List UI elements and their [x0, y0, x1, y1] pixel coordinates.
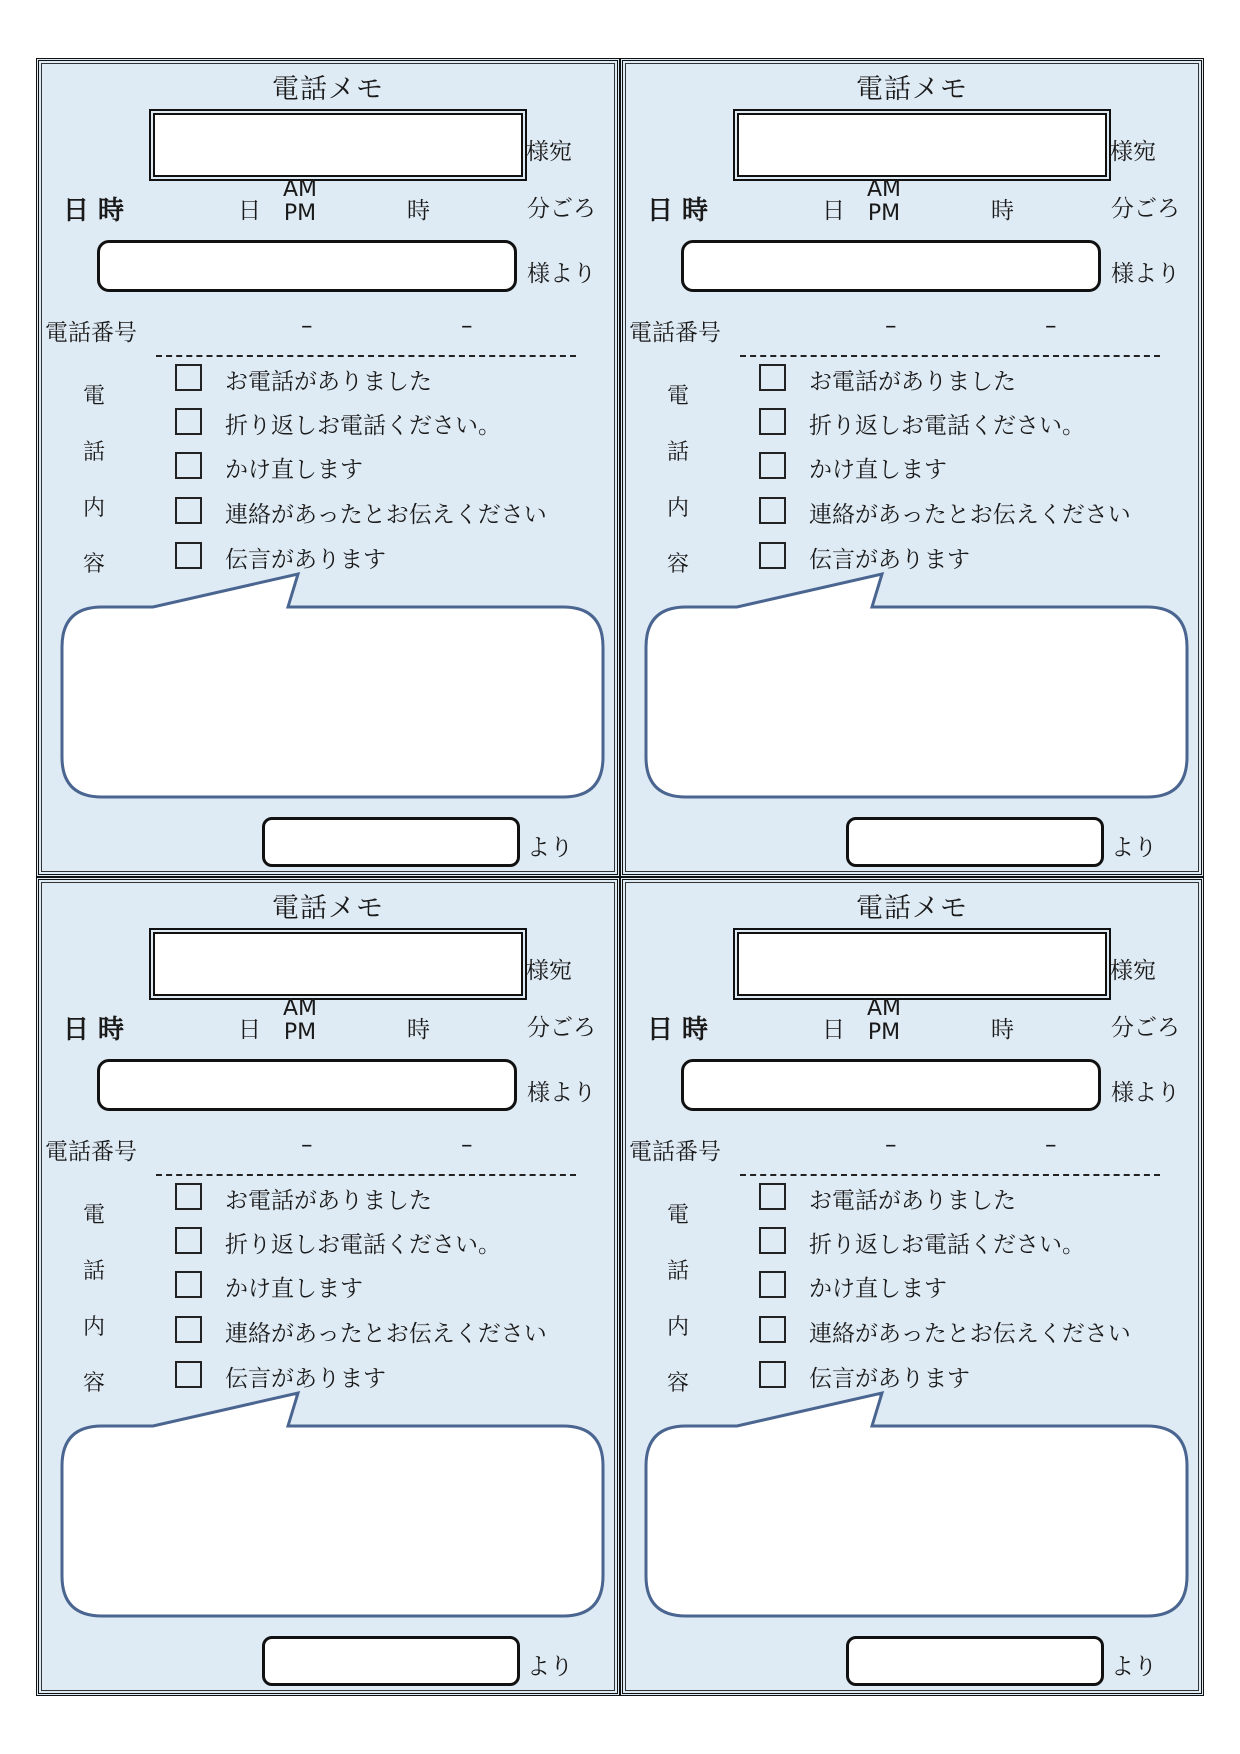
minute-suffix-label: 分ごろ: [527, 196, 596, 222]
content-label-char: 内: [667, 496, 690, 521]
content-label-char: 話: [83, 440, 106, 465]
option-please-tell-label: 連絡があったとお伝えください: [225, 502, 547, 528]
caller-suffix-label: 様より: [1111, 1080, 1180, 1106]
message-speech-bubble[interactable]: [623, 61, 1207, 880]
content-label-char: 電: [667, 384, 690, 409]
minute-suffix-label: 分ごろ: [1111, 196, 1180, 222]
option-please-tell-label: 連絡があったとお伝えください: [809, 502, 1131, 528]
recipient-suffix-label: 様宛: [526, 958, 572, 984]
content-label-char: 内: [83, 1315, 106, 1340]
taker-suffix-label: より: [1111, 1654, 1157, 1680]
phone-number-label: 電話番号: [45, 1139, 137, 1165]
taker-suffix-label: より: [527, 835, 573, 861]
content-label-char: 内: [667, 1315, 690, 1340]
recipient-suffix-label: 様宛: [526, 139, 572, 165]
option-called-label: お電話がありました: [809, 369, 1016, 395]
phone-separator-2: –: [1045, 313, 1057, 339]
pm-option[interactable]: PM: [283, 201, 317, 226]
am-option[interactable]: AM: [282, 177, 318, 202]
day-unit-label: 日: [238, 1017, 261, 1043]
option-call-back-label: 折り返しお電話ください。: [225, 1232, 501, 1258]
memo-title: 電話メモ: [856, 74, 968, 105]
hour-unit-label: 時: [407, 1017, 430, 1043]
pm-option[interactable]: PM: [867, 201, 901, 226]
phone-number-label: 電話番号: [45, 320, 137, 346]
content-label-char: 容: [83, 552, 106, 577]
content-label-char: 容: [83, 1371, 106, 1396]
content-label-char: 電: [667, 1203, 690, 1228]
content-label-char: 容: [667, 552, 690, 577]
day-unit-label: 日: [238, 198, 261, 224]
hour-unit-label: 時: [991, 1017, 1014, 1043]
taker-suffix-label: より: [527, 1654, 573, 1680]
phone-separator-1: –: [301, 1132, 313, 1158]
phone-memo-card-bottom-right: [620, 877, 1204, 1696]
am-option[interactable]: AM: [282, 996, 318, 1021]
memo-taker-field[interactable]: [846, 1636, 1104, 1686]
option-please-tell-label: 連絡があったとお伝えください: [225, 1321, 547, 1347]
hour-unit-label: 時: [407, 198, 430, 224]
phone-memo-card-top-left: [36, 58, 620, 877]
pm-option[interactable]: PM: [283, 1020, 317, 1045]
am-option[interactable]: AM: [866, 177, 902, 202]
content-label-char: 電: [83, 1203, 106, 1228]
option-will-call-again-label: かけ直します: [225, 1276, 363, 1302]
datetime-label: 日 時: [647, 196, 709, 226]
phone-memo-card-top-right: [620, 58, 1204, 877]
am-option[interactable]: AM: [866, 996, 902, 1021]
content-label-char: 話: [83, 1259, 106, 1284]
day-unit-label: 日: [822, 198, 845, 224]
phone-separator-1: –: [885, 1132, 897, 1158]
memo-title: 電話メモ: [272, 893, 384, 924]
caller-suffix-label: 様より: [527, 1080, 596, 1106]
content-label-char: 話: [667, 440, 690, 465]
caller-suffix-label: 様より: [527, 261, 596, 287]
phone-separator-1: –: [301, 313, 313, 339]
option-called-label: お電話がありました: [809, 1188, 1016, 1214]
datetime-label: 日 時: [647, 1015, 709, 1045]
caller-suffix-label: 様より: [1111, 261, 1180, 287]
recipient-suffix-label: 様宛: [1110, 958, 1156, 984]
phone-memo-card-bottom-left: [36, 877, 620, 1696]
minute-suffix-label: 分ごろ: [527, 1015, 596, 1041]
option-message-label: 伝言があります: [225, 547, 386, 573]
option-message-label: 伝言があります: [225, 1366, 386, 1392]
phone-separator-2: –: [461, 313, 473, 339]
option-message-label: 伝言があります: [809, 547, 970, 573]
content-label-char: 話: [667, 1259, 690, 1284]
option-called-label: お電話がありました: [225, 369, 432, 395]
content-label-char: 内: [83, 496, 106, 521]
pm-option[interactable]: PM: [867, 1020, 901, 1045]
option-call-back-label: 折り返しお電話ください。: [225, 413, 501, 439]
memo-title: 電話メモ: [856, 893, 968, 924]
datetime-label: 日 時: [63, 1015, 125, 1045]
message-speech-bubble[interactable]: [39, 880, 623, 1699]
phone-number-label: 電話番号: [629, 320, 721, 346]
recipient-suffix-label: 様宛: [1110, 139, 1156, 165]
phone-number-label: 電話番号: [629, 1139, 721, 1165]
option-please-tell-label: 連絡があったとお伝えください: [809, 1321, 1131, 1347]
phone-separator-2: –: [1045, 1132, 1057, 1158]
memo-title: 電話メモ: [272, 74, 384, 105]
content-label-char: 電: [83, 384, 106, 409]
hour-unit-label: 時: [991, 198, 1014, 224]
memo-taker-field[interactable]: [262, 1636, 520, 1686]
memo-taker-field[interactable]: [846, 817, 1104, 867]
option-call-back-label: 折り返しお電話ください。: [809, 1232, 1085, 1258]
option-message-label: 伝言があります: [809, 1366, 970, 1392]
datetime-label: 日 時: [63, 196, 125, 226]
minute-suffix-label: 分ごろ: [1111, 1015, 1180, 1041]
option-called-label: お電話がありました: [225, 1188, 432, 1214]
option-will-call-again-label: かけ直します: [809, 457, 947, 483]
phone-separator-2: –: [461, 1132, 473, 1158]
memo-sheet: [36, 58, 1206, 1696]
option-will-call-again-label: かけ直します: [225, 457, 363, 483]
taker-suffix-label: より: [1111, 835, 1157, 861]
message-speech-bubble[interactable]: [39, 61, 623, 880]
phone-separator-1: –: [885, 313, 897, 339]
option-call-back-label: 折り返しお電話ください。: [809, 413, 1085, 439]
option-will-call-again-label: かけ直します: [809, 1276, 947, 1302]
memo-taker-field[interactable]: [262, 817, 520, 867]
message-speech-bubble[interactable]: [623, 880, 1207, 1699]
content-label-char: 容: [667, 1371, 690, 1396]
day-unit-label: 日: [822, 1017, 845, 1043]
